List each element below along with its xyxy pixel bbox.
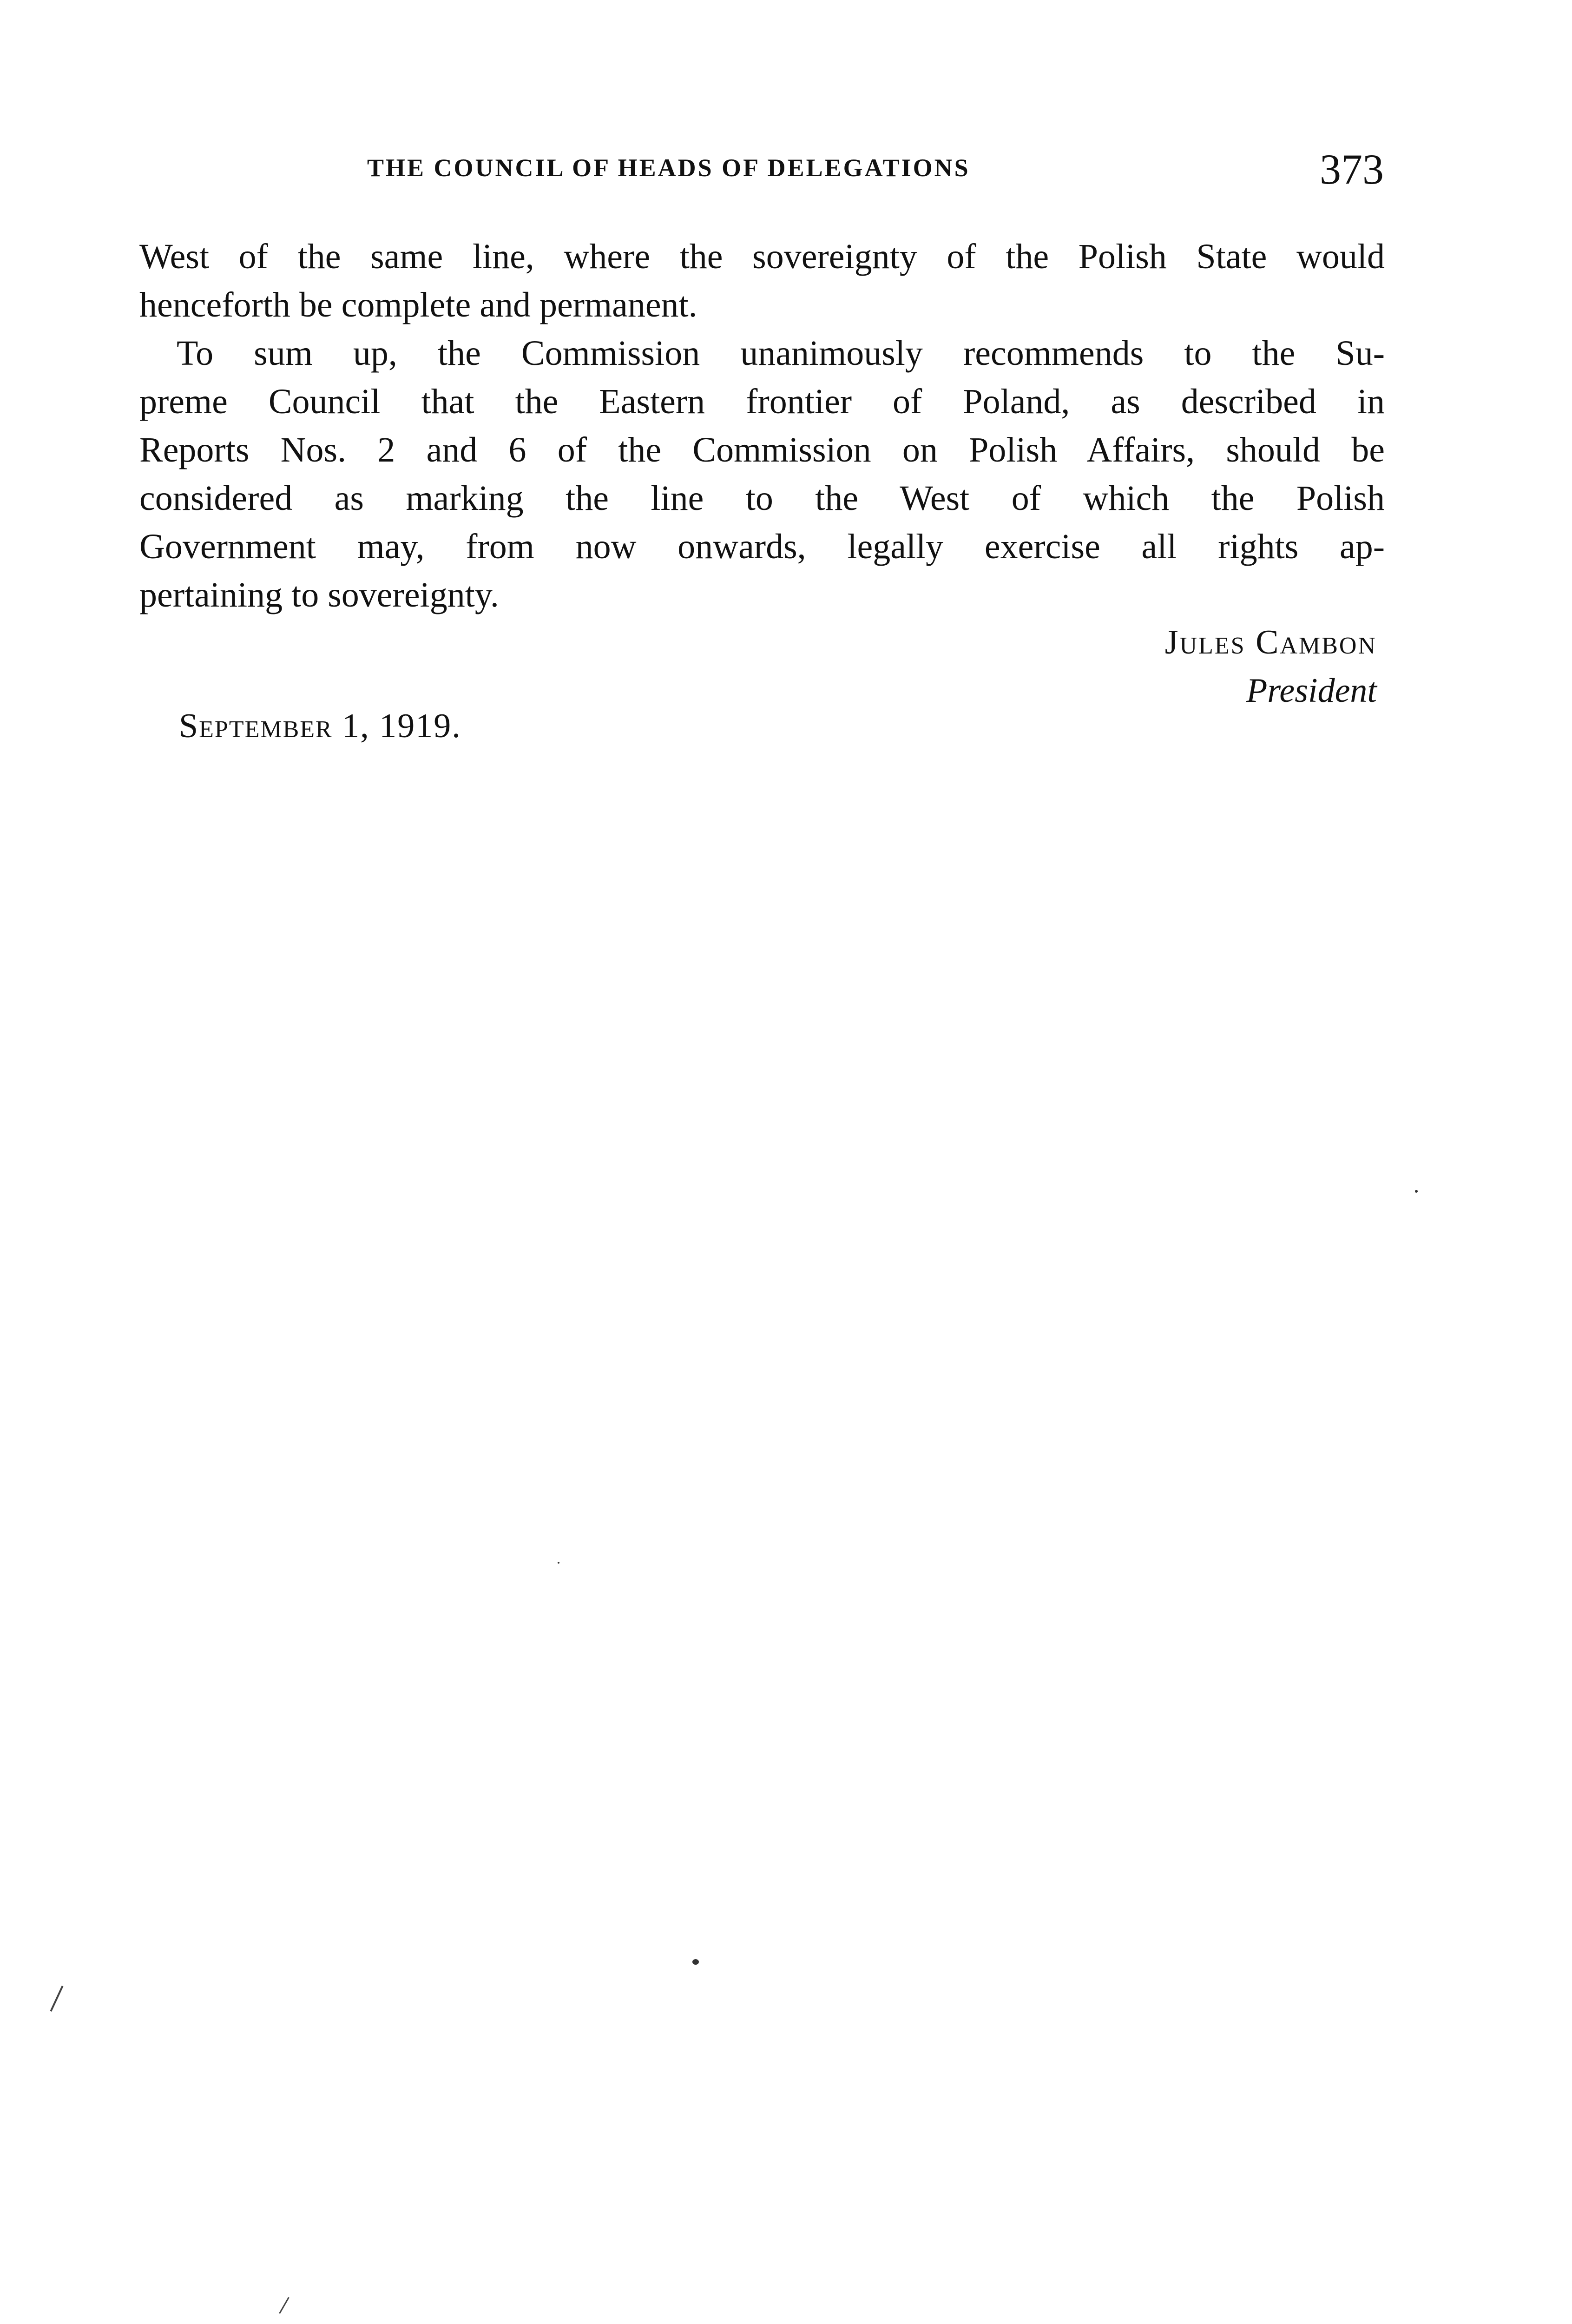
text-line: henceforth be complete and permanent. xyxy=(139,285,697,324)
signature-block xyxy=(1165,618,1377,715)
text-line: Reports Nos. 2 and 6 of the Commission on Polish Affairs, should be xyxy=(139,430,1385,469)
scan-speck xyxy=(692,1959,699,1965)
running-head: THE COUNCIL OF HEADS OF DELEGATIONS xyxy=(367,154,970,182)
scan-mark xyxy=(279,2297,289,2314)
scan-mark xyxy=(50,1986,64,2012)
text-line: West of the same line, where the sovereignty of the Polish State would xyxy=(139,237,1385,276)
signatory-name: Jules Cambon xyxy=(1164,623,1377,661)
text-line: pertaining to sovereignty. xyxy=(139,575,499,614)
scan-speck xyxy=(558,1562,559,1564)
page-number: 373 xyxy=(1320,145,1384,193)
scan-speck xyxy=(1415,1190,1418,1193)
body-text xyxy=(139,232,1385,619)
signatory-title: President xyxy=(1246,672,1377,710)
text-line: Government may, from now onwards, legally exercise all rights ap- xyxy=(139,527,1385,566)
text-line: preme Council that the Eastern frontier of Poland, as described in xyxy=(139,382,1385,421)
text-line: considered as marking the line to the West of which the Polish xyxy=(139,479,1385,518)
date-line: September 1, 1919. xyxy=(179,707,461,745)
text-line: To sum up, the Commission unanimously recommends to the Su- xyxy=(177,334,1385,373)
